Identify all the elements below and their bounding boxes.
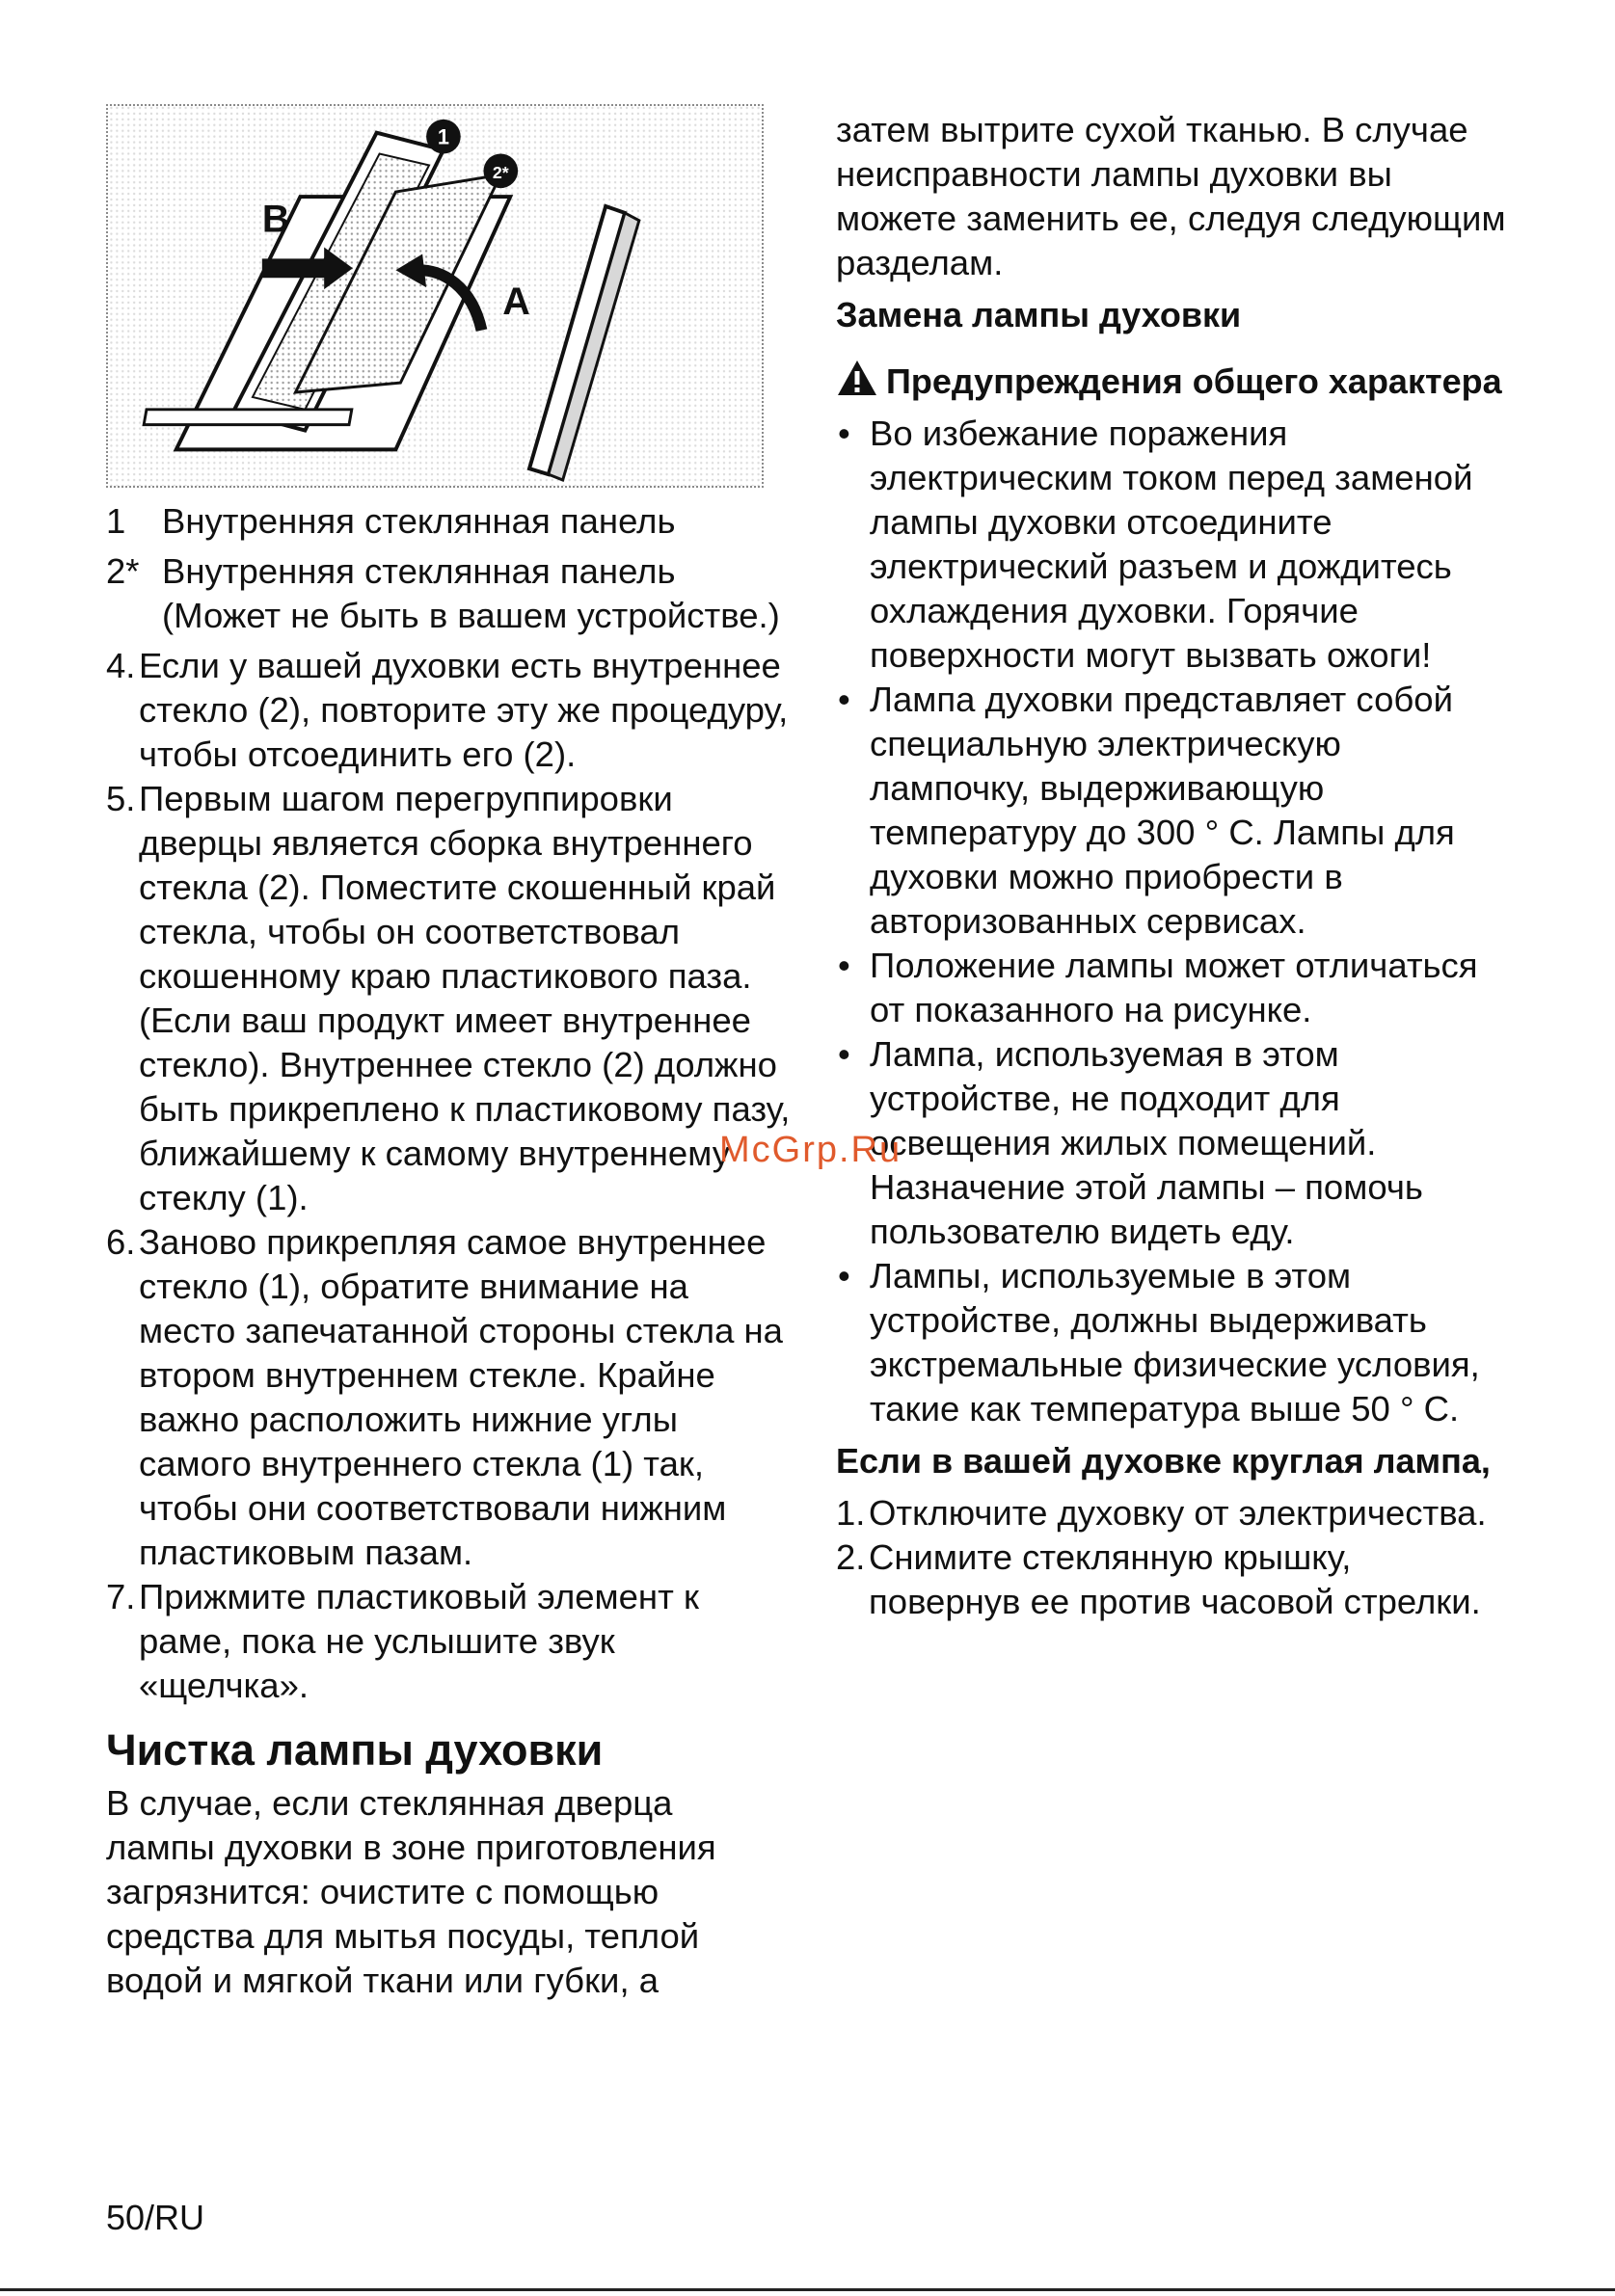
bottom-rule <box>0 2288 1615 2291</box>
replacement-heading: Замена лампы духовки <box>836 295 1242 334</box>
caption-number: 1 <box>106 501 126 541</box>
bullet-dot-icon: • <box>838 1034 850 1074</box>
step-text: Снимите стеклянную крышку, повернув ее против часовой стрелки. <box>869 1537 1481 1621</box>
cleaning-heading: Чистка лампы духовки <box>106 1725 604 1775</box>
figure-label-a: A <box>502 280 530 323</box>
warning-bullet <box>836 412 1511 678</box>
caption-text: Внутренняя стеклянная панель <box>162 501 676 541</box>
step-text: Первым шагом перегруппировки дверцы является сборка внутреннего стекла (2). Поместите скошенный край стекла, чтобы он соответствовал скошенному краю пластикового паза. (Если ваш продукт имеет внутреннее стекло). Внутреннее стекло (2) должно быть прикреплено к пластиковому пазу, ближайшему к самому внутреннему стеклу (1). <box>139 779 791 1217</box>
door-glass-figure <box>106 104 764 488</box>
warning-bullet <box>836 678 1511 944</box>
warning-bullet <box>836 1254 1511 1431</box>
caption-text: Внутренняя стеклянная панель (Может не быть в вашем устройстве.) <box>162 551 780 635</box>
warning-triangle-icon <box>836 359 878 397</box>
step-number: 4. <box>106 646 136 685</box>
cleaning-text-continued: затем вытрите сухой тканью. В случае неисправности лампы духовки вы можете заменить ее, следуя следующим разделам. <box>836 110 1506 282</box>
watermark: McGrp.Ru <box>719 1130 902 1170</box>
step-text: Отключите духовку от электричества. <box>869 1493 1487 1533</box>
bullet-dot-icon: • <box>838 680 850 719</box>
step-number: 2. <box>836 1537 866 1577</box>
left-column <box>106 104 791 2003</box>
figure-label-b: B <box>261 198 290 241</box>
round-lamp-step-1 <box>836 1491 1511 1535</box>
step-6 <box>106 1220 791 1575</box>
round-lamp-step-2 <box>836 1535 1511 1624</box>
bullet-text: Во избежание поражения электрическим током перед заменой лампы духовки отсоедините электрический разъем и дождитесь охлаждения духовки. Горячие поверхности могут вызвать ожоги! <box>870 414 1473 675</box>
cleaning-text: В случае, если стеклянная дверца лампы духовки в зоне приготовления загрязнится: очистите с помощью средства для мытья посуды, теплой водой и мягкой ткани или губки, а <box>106 1783 716 2000</box>
warning-heading <box>836 359 1511 404</box>
step-number: 6. <box>106 1222 136 1262</box>
warning-bullet <box>836 944 1511 1032</box>
step-number: 5. <box>106 779 136 818</box>
step-number: 7. <box>106 1577 136 1616</box>
caption-1 <box>106 499 791 544</box>
round-lamp-heading: Если в вашей духовке круглая лампа, <box>836 1441 1491 1481</box>
step-number: 1. <box>836 1493 866 1533</box>
step-text: Заново прикрепляя самое внутреннее стекло (1), обратите внимание на место запечатанной стороны стекла на втором внутреннем стекле. Крайне важно расположить нижние углы самого внутреннего стекла (1) так, чтобы они соответствовали нижним пластиковым пазам. <box>139 1222 783 1572</box>
warning-heading-text: Предупреждения общего характера <box>886 361 1502 401</box>
bullet-text: Лампа духовки представляет собой специальную электрическую лампочку, выдерживающую температуру до 300 ° С. Лампы для духовки можно приобрести в авторизованных сервисах. <box>870 680 1455 941</box>
figure-label-1: 1 <box>437 124 449 149</box>
right-column <box>836 108 1511 1624</box>
bullet-text: Положение лампы может отличаться от показанного на рисунке. <box>870 946 1478 1029</box>
caption-2 <box>106 549 791 638</box>
caption-number: 2* <box>106 551 140 591</box>
bullet-dot-icon: • <box>838 946 850 985</box>
door-glass-illustration <box>108 106 762 486</box>
page-number: 50/RU <box>106 2198 205 2237</box>
bullet-text: Лампы, используемые в этом устройстве, должны выдерживать экстремальные физические условия, такие как температура выше 50 ° С. <box>870 1256 1480 1428</box>
step-4 <box>106 644 791 777</box>
bullet-text: Лампа, используемая в этом устройстве, не подходит для освещения жилых помещений. Назначение этой лампы – помочь пользователю видеть еду. <box>870 1034 1423 1251</box>
figure-label-2: 2* <box>492 163 509 183</box>
step-text: Прижмите пластиковый элемент к раме, пока не услышите звук «щелчка». <box>139 1577 699 1705</box>
step-5 <box>106 777 791 1220</box>
step-text: Если у вашей духовки есть внутреннее стекло (2), повторите эту же процедуру, чтобы отсоединить его (2). <box>139 646 789 774</box>
bullet-dot-icon: • <box>838 414 850 453</box>
step-7 <box>106 1575 791 1708</box>
warning-bullet <box>836 1032 1511 1254</box>
bullet-dot-icon: • <box>838 1256 850 1295</box>
